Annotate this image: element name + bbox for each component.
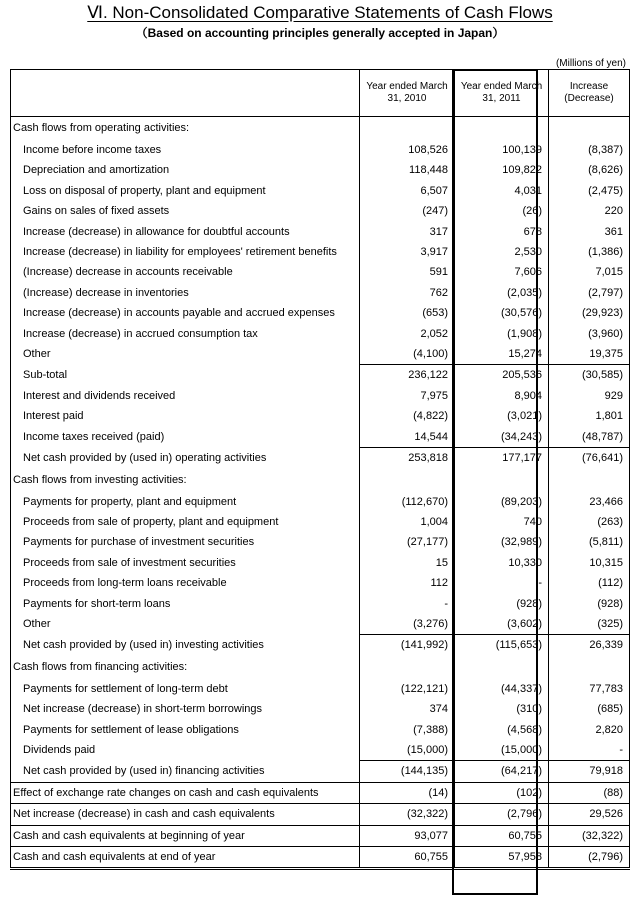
row-label: Interest and dividends received — [11, 386, 360, 406]
table-row — [11, 699, 630, 719]
value-fy2010: 112 — [360, 573, 455, 593]
value-change: (2,796) — [549, 847, 630, 869]
value-fy2011 — [455, 656, 549, 679]
row-label: Increase (decrease) in accrued consumption tax — [11, 324, 360, 344]
table-row — [11, 386, 630, 406]
value-change: 7,015 — [549, 262, 630, 282]
value-change: (76,641) — [549, 448, 630, 469]
table-row — [11, 262, 630, 282]
row-label: Payments for settlement of long-term debt — [11, 679, 360, 699]
row-label: Cash and cash equivalents at beginning of year — [11, 825, 360, 846]
value-fy2010: (112,670) — [360, 492, 455, 512]
value-change: (928) — [549, 594, 630, 614]
row-label: Payments for settlement of lease obligations — [11, 720, 360, 740]
row-label: (Increase) decrease in inventories — [11, 283, 360, 303]
value-fy2010: (15,000) — [360, 740, 455, 761]
value-fy2010 — [360, 469, 455, 492]
row-label: Cash flows from operating activities: — [11, 117, 360, 141]
value-change: 361 — [549, 222, 630, 242]
table-row — [11, 804, 630, 825]
row-label: Loss on disposal of property, plant and equipment — [11, 181, 360, 201]
table-row — [11, 512, 630, 532]
table-row — [11, 222, 630, 242]
value-change: 19,375 — [549, 344, 630, 365]
value-change: (8,387) — [549, 140, 630, 160]
row-label: Dividends paid — [11, 740, 360, 761]
row-label: Payments for short-term loans — [11, 594, 360, 614]
table-row — [11, 344, 630, 365]
row-label: Proceeds from long-term loans receivable — [11, 573, 360, 593]
table-row — [11, 847, 630, 869]
value-fy2010: (7,388) — [360, 720, 455, 740]
value-change: (263) — [549, 512, 630, 532]
value-fy2010: 591 — [360, 262, 455, 282]
value-change: (48,787) — [549, 427, 630, 448]
table-row — [11, 573, 630, 593]
table-row — [11, 303, 630, 323]
row-label: Payments for property, plant and equipment — [11, 492, 360, 512]
value-fy2011: (2,796) — [455, 804, 549, 825]
table-row — [11, 324, 630, 344]
value-fy2011: 678 — [455, 222, 549, 242]
table-row — [11, 761, 630, 782]
row-label: Gains on sales of fixed assets — [11, 201, 360, 221]
value-change: (88) — [549, 782, 630, 803]
row-label: Payments for purchase of investment securities — [11, 532, 360, 552]
table-row — [11, 492, 630, 512]
row-label: Income before income taxes — [11, 140, 360, 160]
value-fy2010: (144,135) — [360, 761, 455, 782]
value-fy2011: (26) — [455, 201, 549, 221]
row-label: Sub-total — [11, 365, 360, 386]
value-fy2010: (4,822) — [360, 406, 455, 426]
value-fy2010: (141,992) — [360, 635, 455, 656]
value-fy2010: 7,975 — [360, 386, 455, 406]
table-row — [11, 740, 630, 761]
row-label: Cash flows from financing activities: — [11, 656, 360, 679]
value-fy2011: (115,653) — [455, 635, 549, 656]
value-change: (32,322) — [549, 825, 630, 846]
value-fy2010: (653) — [360, 303, 455, 323]
table-row — [11, 553, 630, 573]
value-fy2010: 15 — [360, 553, 455, 573]
value-fy2010 — [360, 117, 455, 141]
value-fy2011: 8,904 — [455, 386, 549, 406]
row-label: Increase (decrease) in liability for employees' retirement benefits — [11, 242, 360, 262]
value-fy2010: 93,077 — [360, 825, 455, 846]
header-label-cell — [11, 70, 360, 117]
value-fy2011: 109,822 — [455, 160, 549, 180]
value-change: (2,475) — [549, 181, 630, 201]
value-fy2010: (32,322) — [360, 804, 455, 825]
header-fy2011: Year ended March 31, 2011 — [455, 70, 549, 117]
value-fy2010: (14) — [360, 782, 455, 803]
value-fy2010: 2,052 — [360, 324, 455, 344]
value-change: 26,339 — [549, 635, 630, 656]
value-fy2011: 205,536 — [455, 365, 549, 386]
row-label: Income taxes received (paid) — [11, 427, 360, 448]
value-change: 220 — [549, 201, 630, 221]
table-row — [11, 365, 630, 386]
page-title: Ⅵ. Non-Consolidated Comparative Statements of Cash Flows — [87, 3, 553, 22]
row-label: Other — [11, 344, 360, 365]
value-fy2011: (4,568) — [455, 720, 549, 740]
value-change: (325) — [549, 614, 630, 635]
value-change — [549, 656, 630, 679]
value-fy2011: 2,530 — [455, 242, 549, 262]
table-row — [11, 825, 630, 846]
value-change: (8,626) — [549, 160, 630, 180]
value-change: 79,918 — [549, 761, 630, 782]
value-fy2011: 57,958 — [455, 847, 549, 869]
table-row — [11, 283, 630, 303]
table-row — [11, 720, 630, 740]
row-label: Increase (decrease) in accounts payable and accrued expenses — [11, 303, 360, 323]
value-fy2011 — [455, 117, 549, 141]
header-change: Increase (Decrease) — [549, 70, 630, 117]
row-label: Cash and cash equivalents at end of year — [11, 847, 360, 869]
table-row — [11, 532, 630, 552]
value-fy2011: 100,139 — [455, 140, 549, 160]
value-fy2010: (122,121) — [360, 679, 455, 699]
value-fy2010: 14,544 — [360, 427, 455, 448]
value-fy2011: 740 — [455, 512, 549, 532]
value-change: 77,783 — [549, 679, 630, 699]
page-subtitle: （Based on accounting principles generally accepted in Japan） — [135, 26, 505, 40]
table-header-row — [11, 70, 630, 117]
value-change: 1,801 — [549, 406, 630, 426]
table-row — [11, 201, 630, 221]
value-change: - — [549, 740, 630, 761]
table-body — [11, 117, 630, 869]
value-fy2011: 4,031 — [455, 181, 549, 201]
value-change: (112) — [549, 573, 630, 593]
value-fy2011: 60,755 — [455, 825, 549, 846]
value-fy2010: (27,177) — [360, 532, 455, 552]
value-change: (685) — [549, 699, 630, 719]
table-row — [11, 448, 630, 469]
value-fy2011: (34,243) — [455, 427, 549, 448]
row-label: Effect of exchange rate changes on cash and cash equivalents — [11, 782, 360, 803]
value-fy2010: 108,526 — [360, 140, 455, 160]
row-label: Net cash provided by (used in) operating activities — [11, 448, 360, 469]
value-fy2011: (102) — [455, 782, 549, 803]
value-fy2011: 7,606 — [455, 262, 549, 282]
value-change: 23,466 — [549, 492, 630, 512]
value-change — [549, 117, 630, 141]
units-note: (Millions of yen) — [555, 58, 626, 69]
value-fy2011: (89,203) — [455, 492, 549, 512]
row-label: Other — [11, 614, 360, 635]
value-fy2010: 3,917 — [360, 242, 455, 262]
value-fy2011: (30,576) — [455, 303, 549, 323]
value-fy2011: 10,330 — [455, 553, 549, 573]
value-fy2011: 15,274 — [455, 344, 549, 365]
table-row — [11, 406, 630, 426]
value-change: 929 — [549, 386, 630, 406]
table-row — [11, 140, 630, 160]
value-fy2011: - — [455, 573, 549, 593]
row-label: Net increase (decrease) in short-term borrowings — [11, 699, 360, 719]
row-label: (Increase) decrease in accounts receivable — [11, 262, 360, 282]
value-fy2010: (3,276) — [360, 614, 455, 635]
value-fy2011: (310) — [455, 699, 549, 719]
value-fy2010: - — [360, 594, 455, 614]
row-label: Net increase (decrease) in cash and cash equivalents — [11, 804, 360, 825]
table-row — [11, 635, 630, 656]
value-fy2010: (4,100) — [360, 344, 455, 365]
value-change: (1,386) — [549, 242, 630, 262]
cash-flow-table — [10, 69, 630, 870]
section-header-row — [11, 469, 630, 492]
row-label: Proceeds from sale of investment securities — [11, 553, 360, 573]
table-row — [11, 427, 630, 448]
value-fy2010: 762 — [360, 283, 455, 303]
value-change: (29,923) — [549, 303, 630, 323]
value-fy2011: (64,217) — [455, 761, 549, 782]
row-label: Cash flows from investing activities: — [11, 469, 360, 492]
table-row — [11, 242, 630, 262]
value-fy2011: (928) — [455, 594, 549, 614]
value-change: (5,811) — [549, 532, 630, 552]
value-change: 10,315 — [549, 553, 630, 573]
value-fy2011: (3,021) — [455, 406, 549, 426]
value-fy2010: 317 — [360, 222, 455, 242]
value-fy2011 — [455, 469, 549, 492]
value-change — [549, 469, 630, 492]
value-fy2010: 374 — [360, 699, 455, 719]
value-fy2011: (2,035) — [455, 283, 549, 303]
row-label: Net cash provided by (used in) investing activities — [11, 635, 360, 656]
table-row — [11, 594, 630, 614]
value-fy2010: 6,507 — [360, 181, 455, 201]
section-header-row — [11, 656, 630, 679]
value-fy2011: (44,337) — [455, 679, 549, 699]
row-label: Net cash provided by (used in) financing activities — [11, 761, 360, 782]
row-label: Proceeds from sale of property, plant and equipment — [11, 512, 360, 532]
row-label: Increase (decrease) in allowance for doubtful accounts — [11, 222, 360, 242]
table-row — [11, 614, 630, 635]
header-fy2010: Year ended March 31, 2010 — [360, 70, 455, 117]
value-fy2011: (1,908) — [455, 324, 549, 344]
value-fy2010: 118,448 — [360, 160, 455, 180]
value-fy2011: (3,602) — [455, 614, 549, 635]
value-fy2010 — [360, 656, 455, 679]
value-change: (2,797) — [549, 283, 630, 303]
value-change: 29,526 — [549, 804, 630, 825]
value-fy2011: (15,000) — [455, 740, 549, 761]
value-fy2011: 177,177 — [455, 448, 549, 469]
value-change: 2,820 — [549, 720, 630, 740]
value-fy2010: 236,122 — [360, 365, 455, 386]
value-fy2010: 1,004 — [360, 512, 455, 532]
value-fy2010: 60,755 — [360, 847, 455, 869]
value-change: (30,585) — [549, 365, 630, 386]
section-header-row — [11, 117, 630, 141]
value-fy2010: 253,818 — [360, 448, 455, 469]
value-change: (3,960) — [549, 324, 630, 344]
row-label: Depreciation and amortization — [11, 160, 360, 180]
value-fy2010: (247) — [360, 201, 455, 221]
table-row — [11, 181, 630, 201]
table-row — [11, 679, 630, 699]
value-fy2011: (32,989) — [455, 532, 549, 552]
table-row — [11, 782, 630, 803]
row-label: Interest paid — [11, 406, 360, 426]
table-row — [11, 160, 630, 180]
